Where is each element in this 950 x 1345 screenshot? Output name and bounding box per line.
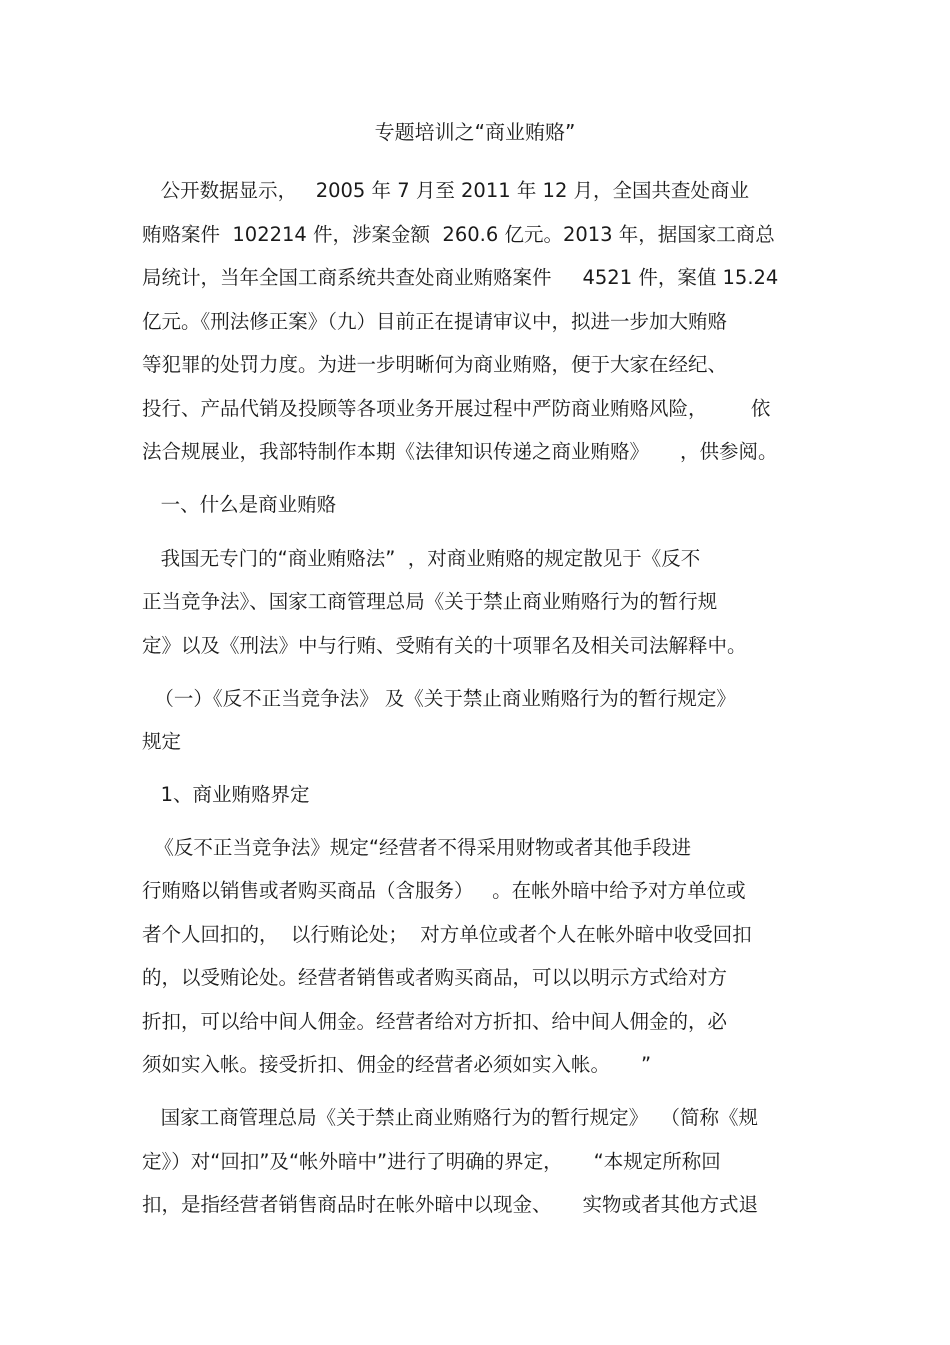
paragraph-line: 法合规展业，我部特制作本期《法律知识传递之商业贿赂》 ，供参阅。 bbox=[142, 440, 778, 463]
item-heading: 1、商业贿赂界定 bbox=[142, 783, 310, 806]
paragraph-line: 等犯罪的处罚力度。为进一步明晰何为商业贿赂，便于大家在经纪、 bbox=[142, 353, 728, 376]
paragraph-line: 须如实入帐。接受折扣、佣金的经营者必须如实入帐。 ” bbox=[142, 1053, 652, 1076]
paragraph-line: 公开数据显示， 2005 年 7 月至 2011 年 12 月，全国共查处商业 bbox=[142, 179, 750, 202]
paragraph-line: 行贿赂以销售或者购买商品（含服务） 。在帐外暗中给予对方单位或 bbox=[142, 879, 746, 902]
paragraph-line: 局统计，当年全国工商系统共查处商业贿赂案件 4521 件，案值 15.24 bbox=[142, 266, 779, 289]
subsection-heading: 规定 bbox=[142, 730, 182, 753]
paragraph-line: 亿元。《刑法修正案》（九）目前正在提请审议中，拟进一步加大贿赂 bbox=[142, 310, 728, 333]
paragraph-line: 贿赂案件 102214 件，涉案金额 260.6 亿元。2013 年，据国家工商总 bbox=[142, 223, 775, 246]
paragraph-line: 国家工商管理总局《关于禁止商业贿赂行为的暂行规定》 （简称《规 bbox=[142, 1106, 758, 1129]
paragraph-line: 投行、产品代销及投顾等各项业务开展过程中严防商业贿赂风险， 依 bbox=[142, 397, 771, 420]
section-heading: 一、什么是商业贿赂 bbox=[142, 493, 337, 516]
paragraph-line: 者个人回扣的， 以行贿论处； 对方单位或者个人在帐外暗中收受回扣 bbox=[142, 923, 752, 946]
paragraph-line: 折扣，可以给中间人佣金。经营者给对方折扣、给中间人佣金的，必 bbox=[142, 1010, 728, 1033]
subsection-heading: （一）《反不正当竞争法》 及《关于禁止商业贿赂行为的暂行规定》 bbox=[142, 687, 736, 710]
paragraph-line: 扣，是指经营者销售商品时在帐外暗中以现金、 实物或者其他方式退 bbox=[142, 1193, 758, 1216]
paragraph-line: 定》）对“回扣”及“帐外暗中”进行了明确的界定， “本规定所称回 bbox=[142, 1150, 721, 1173]
paragraph-line: 我国无专门的“商业贿赂法” ，对商业贿赂的规定散见于《反不 bbox=[142, 547, 701, 570]
paragraph-line: 的，以受贿论处。经营者销售或者购买商品，可以以明示方式给对方 bbox=[142, 966, 728, 989]
paragraph-line: 正当竞争法》、国家工商管理总局《关于禁止商业贿赂行为的暂行规 bbox=[142, 590, 718, 613]
paragraph-line: 《反不正当竞争法》规定“经营者不得采用财物或者其他手段进 bbox=[142, 836, 691, 859]
paragraph-line: 定》以及《刑法》中与行贿、受贿有关的十项罪名及相关司法解释中。 bbox=[142, 634, 747, 657]
document-title: 专题培训之“商业贿赂” bbox=[374, 120, 576, 144]
